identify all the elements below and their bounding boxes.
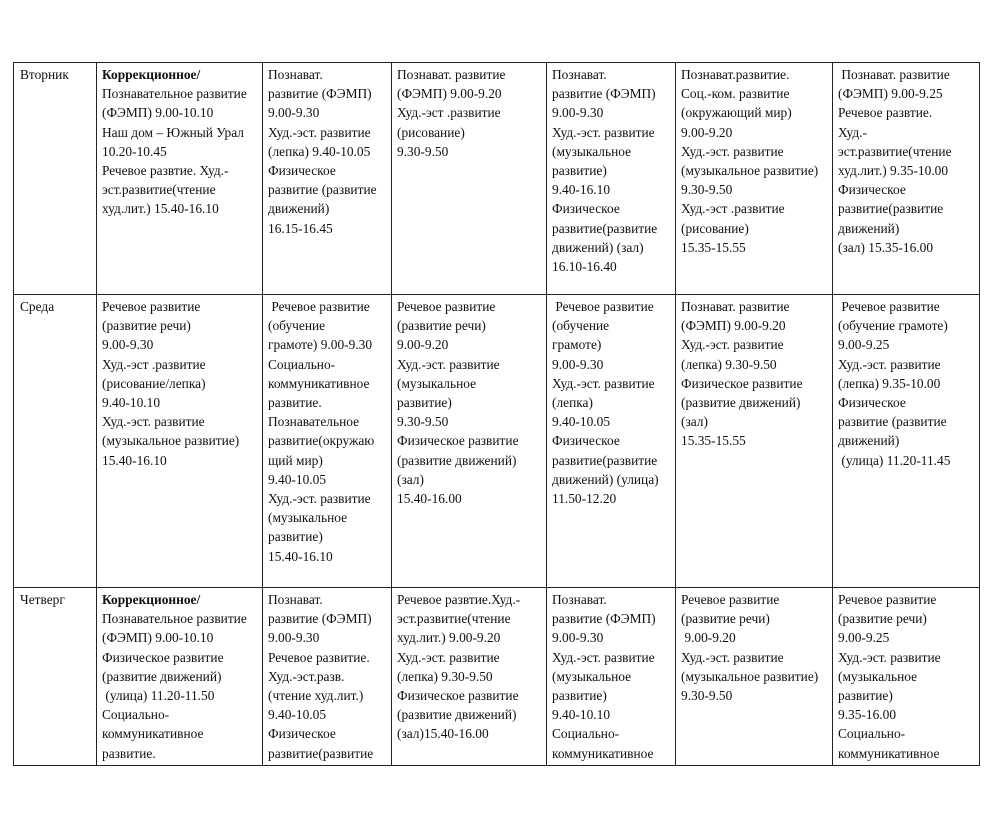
cell-line: коммуникативное (552, 745, 654, 761)
cell-line: Худ.-эст .развитие (681, 201, 785, 217)
cell-line: Речевое развитие (838, 592, 937, 607)
schedule-cell (833, 295, 980, 588)
cell-line: (улица) 11.20-11.50 (102, 688, 215, 704)
schedule-cell (676, 295, 833, 588)
cell-line: (музыкальное (268, 510, 348, 526)
cell-line: худ.лит.) 9.00-9.20 (397, 630, 501, 646)
cell-line: Речевое развитие (681, 592, 780, 607)
cell-line: Худ.-эст. развитие (552, 375, 655, 391)
cell-line: коммуникативное (838, 745, 940, 761)
cell-line: Худ.-эст .развитие (102, 356, 206, 372)
schedule-cell (547, 63, 676, 295)
cell-line: Соц.-ком. развитие (681, 86, 790, 102)
cell-line: (музыкальное (552, 143, 632, 159)
cell-line: движений) (зал) (552, 239, 644, 255)
cell-line: развитие. (268, 395, 322, 411)
cell-line: (музыкальное развитие) (681, 163, 819, 179)
cell-line: (окружающий мир) (681, 105, 792, 121)
cell-line: движений) (268, 201, 330, 217)
cell-line: (ФЭМП) 9.00-9.20 (397, 86, 502, 102)
schedule-cell (263, 63, 392, 295)
cell-line: 15.40-16.10 (102, 452, 167, 468)
cell-line: развитие (ФЭМП) (552, 611, 656, 627)
cell-line: (развитие движений) (397, 707, 517, 723)
cell-line: развитие (ФЭМП) (552, 86, 656, 102)
cell-line: Познават. (268, 592, 323, 607)
cell-line: (чтение худ.лит.) (268, 688, 364, 704)
cell-line: Речевое развтие.Худ.- (397, 592, 521, 607)
cell-line: (развитие движений) (681, 395, 801, 411)
cell-line: Социально- (102, 707, 170, 723)
cell-line: (музыкальное развитие) (102, 433, 240, 449)
cell-line: (зал)15.40-16.00 (397, 726, 489, 742)
cell-line: 9.00-9.30 (268, 630, 320, 646)
cell-line: 9.30-9.50 (397, 414, 449, 430)
cell-line: Социально- (838, 726, 906, 742)
cell-line: Познавательное развитие (102, 86, 247, 102)
cell-line: движений) (улица) (552, 471, 659, 487)
cell-line: Социально- (268, 356, 336, 372)
cell-line: Познават. (552, 592, 607, 607)
cell-line: развитие(развитие (268, 745, 374, 761)
cell-line: Худ.-эст .развитие (397, 105, 501, 121)
cell-line: 15.35-15.55 (681, 433, 746, 449)
cell-line: (лепка) 9.40-10.05 (268, 143, 371, 159)
cell-line: (рисование) (397, 124, 465, 140)
cell-line: Худ.-эст. развитие (102, 414, 205, 430)
cell-line: развитие (ФЭМП) (268, 86, 372, 102)
cell-line: Познават. развитие (838, 67, 950, 82)
cell-line: развитие(развитие (552, 452, 658, 468)
schedule-table (13, 62, 980, 766)
cell-line: эст.развитие(чтение (397, 611, 511, 627)
cell-line: 15.40-16.00 (397, 491, 462, 507)
cell-line: Худ.-эст. развитие (268, 491, 371, 507)
cell-line: Речевое развитие (397, 299, 496, 314)
cell-line: 9.40-10.10 (552, 707, 611, 723)
cell-line: Худ.-эст. развитие (838, 649, 941, 665)
cell-line: развитие(окружаю (268, 433, 375, 449)
cell-line: 9.00-9.20 (681, 124, 733, 140)
cell-line: развитие (ФЭМП) (268, 611, 372, 627)
cell-line: 9.40-10.05 (268, 707, 327, 723)
cell-line: (развитие движений) (397, 452, 517, 468)
cell-line: (ФЭМП) 9.00-10.10 (102, 630, 214, 646)
cell-line: 9.30-9.50 (681, 182, 733, 198)
day-cell: Вторник (14, 63, 97, 295)
cell-line: Речевое развитие (102, 299, 201, 314)
cell-line: развитие(развитие (838, 201, 944, 217)
cell-line: 9.30-9.50 (681, 688, 733, 704)
cell-line: 9.00-9.30 (102, 337, 154, 353)
cell-line: худ.лит.) 9.35-10.00 (838, 163, 949, 179)
cell-line: Физическое (552, 433, 620, 449)
cell-line: (обучение (268, 318, 326, 334)
cell-line: Физическое (552, 201, 620, 217)
cell-line: 11.50-12.20 (552, 491, 617, 507)
cell-line: 9.00-9.20 (681, 630, 736, 646)
cell-line: движений) (838, 433, 900, 449)
cell-line: (музыкальное (552, 668, 632, 684)
schedule-cell (97, 295, 263, 588)
cell-line: (развитие речи) (838, 611, 927, 627)
cell-line: (музыкальное (397, 375, 477, 391)
cell-line: худ.лит.) 15.40-16.10 (102, 201, 219, 217)
cell-line: (зал) 15.35-16.00 (838, 239, 934, 255)
cell-line: 9.00-9.25 (838, 630, 890, 646)
cell-line: (музыкальное развитие) (681, 668, 819, 684)
cell-line: 16.15-16.45 (268, 220, 333, 236)
schedule-cell (833, 588, 980, 766)
cell-line: Физическое (838, 395, 906, 411)
cell-line: 9.00-9.25 (838, 337, 890, 353)
schedule-cell (676, 588, 833, 766)
cell-line: (улица) 11.20-11.45 (838, 452, 951, 468)
schedule-cell (97, 588, 263, 766)
cell-line: Худ.-эст. развитие (268, 124, 371, 140)
cell-line: Речевое развитие. (268, 649, 370, 665)
cell-line: развитие) (552, 163, 607, 179)
cell-line: (лепка) 9.35-10.00 (838, 375, 941, 391)
cell-line: эст.развитие(чтение (102, 182, 216, 198)
table-row (14, 295, 980, 588)
schedule-cell (263, 295, 392, 588)
cell-line: (развитие речи) (681, 611, 770, 627)
cell-line: Физическое (838, 182, 906, 198)
cell-line: Речевое развитие (268, 299, 370, 314)
cell-line: Коррекционное/ (102, 67, 201, 82)
cell-line: 9.40-10.05 (552, 414, 611, 430)
cell-line: развитие) (268, 529, 323, 545)
day-cell: Четверг (14, 588, 97, 766)
cell-line: развитие(развитие (552, 220, 658, 236)
cell-line: Познават.развитие. (681, 67, 790, 82)
cell-line: коммуникативное (102, 726, 204, 742)
cell-line: эст.развитие(чтение (838, 143, 952, 159)
cell-line: Худ.-эст. развитие (552, 124, 655, 140)
cell-line: 9.00-9.30 (552, 630, 604, 646)
cell-line: 9.00-9.30 (552, 105, 604, 121)
cell-line: (зал) (681, 414, 708, 430)
schedule-cell (392, 63, 547, 295)
cell-line: (развитие речи) (397, 318, 486, 334)
cell-line: Худ.-эст. развитие (838, 356, 941, 372)
cell-line: Речевое развтие. Худ.- (102, 163, 229, 179)
cell-line: (лепка) 9.30-9.50 (397, 668, 493, 684)
cell-line: 9.40-10.05 (268, 471, 327, 487)
cell-line: (ФЭМП) 9.00-9.25 (838, 86, 943, 102)
cell-line: 15.35-15.55 (681, 239, 746, 255)
cell-line: 9.40-16.10 (552, 182, 611, 198)
schedule-cell (833, 63, 980, 295)
cell-line: Физическое развитие (397, 688, 519, 704)
cell-line: 9.00-9.20 (397, 337, 449, 353)
cell-line: Познавательное развитие (102, 611, 247, 627)
schedule-body (14, 63, 980, 766)
cell-line: 16.10-16.40 (552, 259, 617, 275)
cell-line: Речевое развитие (552, 299, 654, 314)
cell-line: движений) (838, 220, 900, 236)
schedule-cell (392, 295, 547, 588)
day-cell: Среда (14, 295, 97, 588)
cell-line: Худ.-эст. развитие (397, 356, 500, 372)
cell-line: Худ.-эст. развитие (552, 649, 655, 665)
cell-line: (развитие движений) (102, 668, 222, 684)
cell-line: развитие (развитие (838, 414, 947, 430)
cell-line: 9.30-9.50 (397, 143, 449, 159)
schedule-cell (676, 63, 833, 295)
cell-line: Познават. развитие (397, 67, 506, 82)
cell-line: развитие) (397, 395, 452, 411)
cell-line: щий мир) (268, 452, 323, 468)
cell-line: Физическое развитие (681, 375, 803, 391)
cell-line: Физическое (268, 163, 336, 179)
table-row (14, 63, 980, 295)
cell-line: Речевое развитие (838, 299, 940, 314)
cell-line: Познават. развитие (681, 299, 790, 314)
cell-line: Худ.-эст.разв. (268, 668, 345, 684)
cell-line: Познават. (268, 67, 323, 82)
cell-line: 10.20-10.45 (102, 143, 167, 159)
cell-line: 9.00-9.30 (268, 105, 320, 121)
cell-line: (зал) (397, 471, 424, 487)
schedule-cell (547, 295, 676, 588)
cell-line: (рисование/лепка) (102, 375, 206, 391)
cell-line: Познавательное (268, 414, 360, 430)
cell-line: (музыкальное (838, 668, 918, 684)
cell-line: Познават. (552, 67, 607, 82)
cell-line: (ФЭМП) 9.00-9.20 (681, 318, 786, 334)
cell-line: развитие (развитие (268, 182, 377, 198)
cell-line: (обучение грамоте) (838, 318, 948, 334)
cell-line: Коррекционное/ (102, 592, 201, 607)
cell-line: Худ.-эст. развитие (681, 649, 784, 665)
cell-line: Худ.-эст. развитие (681, 143, 784, 159)
cell-line: (рисование) (681, 220, 749, 236)
cell-line: Худ.- (838, 124, 867, 140)
cell-line: (ФЭМП) 9.00-10.10 (102, 105, 214, 121)
cell-line: 15.40-16.10 (268, 548, 333, 564)
cell-line: 9.40-10.10 (102, 395, 161, 411)
cell-line: Физическое развитие (102, 649, 224, 665)
cell-line: Физическое развитие (397, 433, 519, 449)
cell-line: (обучение (552, 318, 610, 334)
cell-line: (лепка) (552, 395, 593, 411)
cell-line: развитие) (552, 688, 607, 704)
cell-line: Наш дом – Южный Урал (102, 124, 244, 140)
cell-line: (развитие речи) (102, 318, 191, 334)
schedule-cell (97, 63, 263, 295)
cell-line: грамоте) (552, 337, 602, 353)
cell-line: грамоте) 9.00-9.30 (268, 337, 373, 353)
cell-line: развитие. (102, 745, 156, 761)
cell-line: (лепка) 9.30-9.50 (681, 356, 777, 372)
cell-line: Физическое (268, 726, 336, 742)
table-row (14, 588, 980, 766)
schedule-cell (547, 588, 676, 766)
cell-line: 9.00-9.30 (552, 356, 604, 372)
cell-line: коммуникативное (268, 375, 370, 391)
cell-line: Худ.-эст. развитие (681, 337, 784, 353)
cell-line: Социально- (552, 726, 620, 742)
cell-line: развитие) (838, 688, 893, 704)
schedule-cell (263, 588, 392, 766)
schedule-cell (392, 588, 547, 766)
cell-line: 9.35-16.00 (838, 707, 897, 723)
cell-line: Речевое развтие. (838, 105, 933, 121)
cell-line: Худ.-эст. развитие (397, 649, 500, 665)
